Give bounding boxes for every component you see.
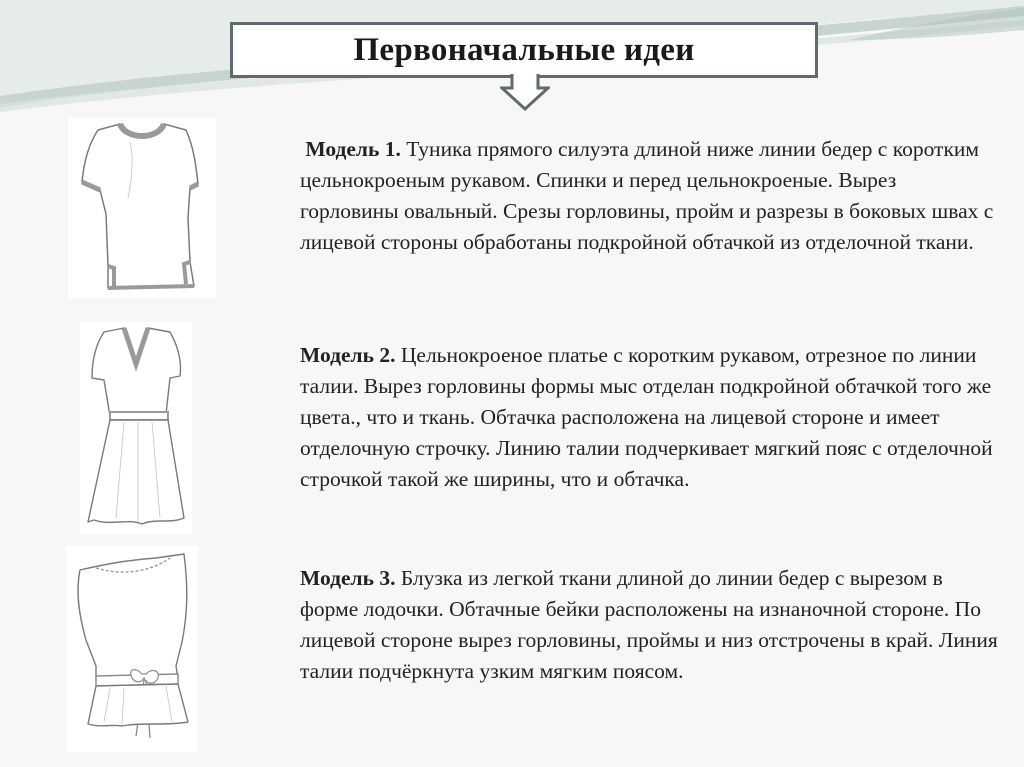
model-2-label: Модель 2. [300,343,396,367]
model-1-text: Туника прямого силуэта длиной ниже линии бедер с коротким цельнокроеным рукавом. Спинки и перед цельнокроеные. Вырез горловины овальный. Срезы горловины, пройм и разрезы в боковых швах с лицевой стороны обработаны подкройной обтачкой из отделочной ткани. [300,137,994,254]
title-pointer-arrow [500,74,550,112]
blouse-sketch-icon [66,546,198,752]
model-3-label: Модель 3. [300,566,396,590]
model-1-label: Модель 1. [305,137,401,161]
tunic-sketch-icon [68,118,216,298]
dress-sketch-icon [80,322,192,534]
slide-title: Первоначальные идеи [353,31,695,68]
model-2-text: Цельнокроеное платье с коротким рукавом, отрезное по линии талии. Вырез горловины формы мыс отделан подкройной обтачкой того же цвета., что и ткань. Обтачка расположена на лицевой стороне и имеет отделочную строчку. Линию талии подчеркивает мягкий пояс с отделочной строчкой такой же ширины, что и обтачка. [300,343,993,491]
slide-title-box [230,22,818,78]
model-3-text: Блузка из легкой ткани длиной до линии бедер с вырезом в форме лодочки. Обтачные бейки расположены на изнаночной стороне. По лицевой стороне вырез горловины, проймы и низ отстрочены в край. Линия талии подчёркнута узким мягким поясом. [300,566,998,683]
model-2-description [300,340,1000,495]
model-1-description [300,134,1000,258]
model-3-description [300,563,1000,687]
